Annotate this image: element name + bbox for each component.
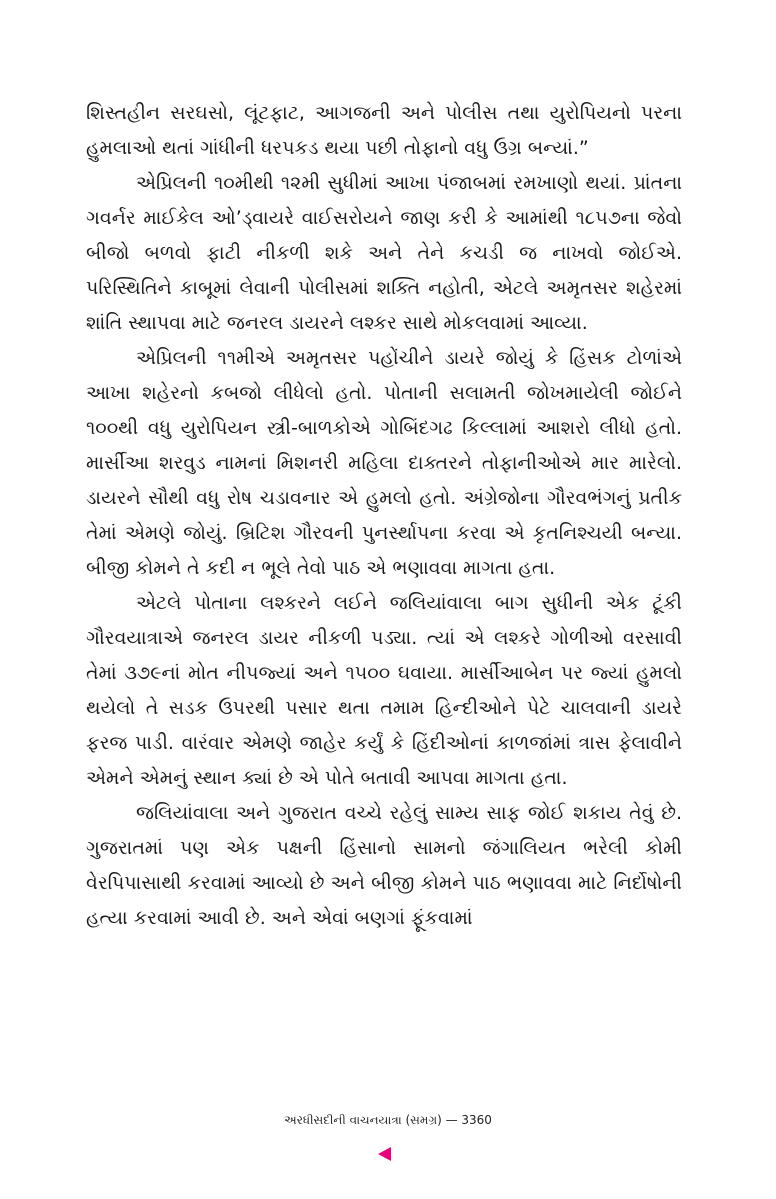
page-footer: અરધીસદીની વાચનયાત્રા (સમગ્ર) — 3360 xyxy=(284,1113,492,1127)
paragraph: એટલે પોતાના લશ્કરને લઈને જલિયાંવાલા બાગ સુધીની એક ટૂંકી ગૌરવયાત્રાએ જનરલ ડાયર નીકળી પડ્યા. ત્યાં એ લશ્કરે ગોળીઓ વરસાવી તેમાં ૩૭૯નાં મોત નીપજ્યાં અને ૧૫૦૦ ઘવાયા. માર્સીઆબેન પર જ્યાં હુમલો થયેલો તે સડક ઉપરથી પસાર થતા તમામ હિન્દીઓને પેટે ચાલવાની ડાયરે ફરજ પાડી. વારંવાર એમણે જાહેર કર્યું કે હિંદીઓનાં કાળજાંમાં ત્રાસ ફેલાવીને એમને એમનું સ્થાન ક્યાં છે એ પોતે બતાવી આપવા માગતા હતા. xyxy=(86,592,682,789)
previous-page-icon[interactable] xyxy=(378,1147,391,1161)
paragraph: એપ્રિલની ૧૦મીથી ૧૨મી સુધીમાં આખા પંજાબમાં રમખાણો થયાં. પ્રાંતના ગવર્નર માઈકેલ ઓ’ડ્વાયરે વાઈસરોયને જાણ કરી કે આમાંથી ૧૮૫૭ના જેવો બીજો બળવો ફાટી નીકળી શકે અને તેને કચડી જ નાખવો જોઈએ. પરિસ્થિતિને કાબૂમાં લેવાની પોલીસમાં શક્તિ નહોતી, એટલે અમૃતસર શહેરમાં શાંતિ સ્થાપવા માટે જનરલ ડાયરને લશ્કર સાથે મોકલવામાં આવ્યા. xyxy=(86,172,682,334)
body-text xyxy=(86,96,682,936)
paragraph: એપ્રિલની ૧૧મીએ અમૃતસર પહોંચીને ડાયરે જોયું કે હિંસક ટોળાંએ આખા શહેરનો કબજો લીધેલો હતો. પોતાની સલામતી જોખમાયેલી જોઈને ૧૦૦થી વધુ યુરોપિયન સ્ત્રી-બાળકોએ ગોબિંદગઢ કિલ્લામાં આશરો લીધો હતો. માર્સીઆ શરવુડ નામનાં મિશનરી મહિલા દાક્તરને તોફાનીઓએ માર મારેલો. ડાયરને સૌથી વધુ રોષ ચડાવનાર એ હુમલો હતો. અંગ્રેજોના ગૌરવભંગનું પ્રતીક તેમાં એમણે જોયું. બ્રિટિશ ગૌરવની પુનર્સ્થાપના કરવા એ કૃતનિશ્ચયી બન્યા. બીજી કોમને તે કદી ન ભૂલે તેવો પાઠ એ ભણાવવા માગતા હતા. xyxy=(86,347,682,579)
paragraph: જલિયાંવાલા અને ગુજરાત વચ્ચે રહેલું સામ્ય સાફ જોઈ શકાય તેવું છે. ગુજરાતમાં પણ એક પક્ષની હિંસાનો સામનો જંગાલિયત ભરેલી કોમી વેરપિપાસાથી કરવામાં આવ્યો છે અને બીજી કોમને પાઠ ભણાવવા માટે નિર્દોષોની હત્યા કરવામાં આવી છે. અને એવાં બણગાં ફૂંકવામાં xyxy=(86,802,682,929)
paragraph-continued: શિસ્તહીન સરઘસો, લૂંટફાટ, આગજની અને પોલીસ તથા યુરોપિયનો પરના હુમલાઓ થતાં ગાંધીની ધરપકડ થયા પછી તોફાનો વધુ ઉગ્ર બન્યાં.” xyxy=(86,102,682,159)
